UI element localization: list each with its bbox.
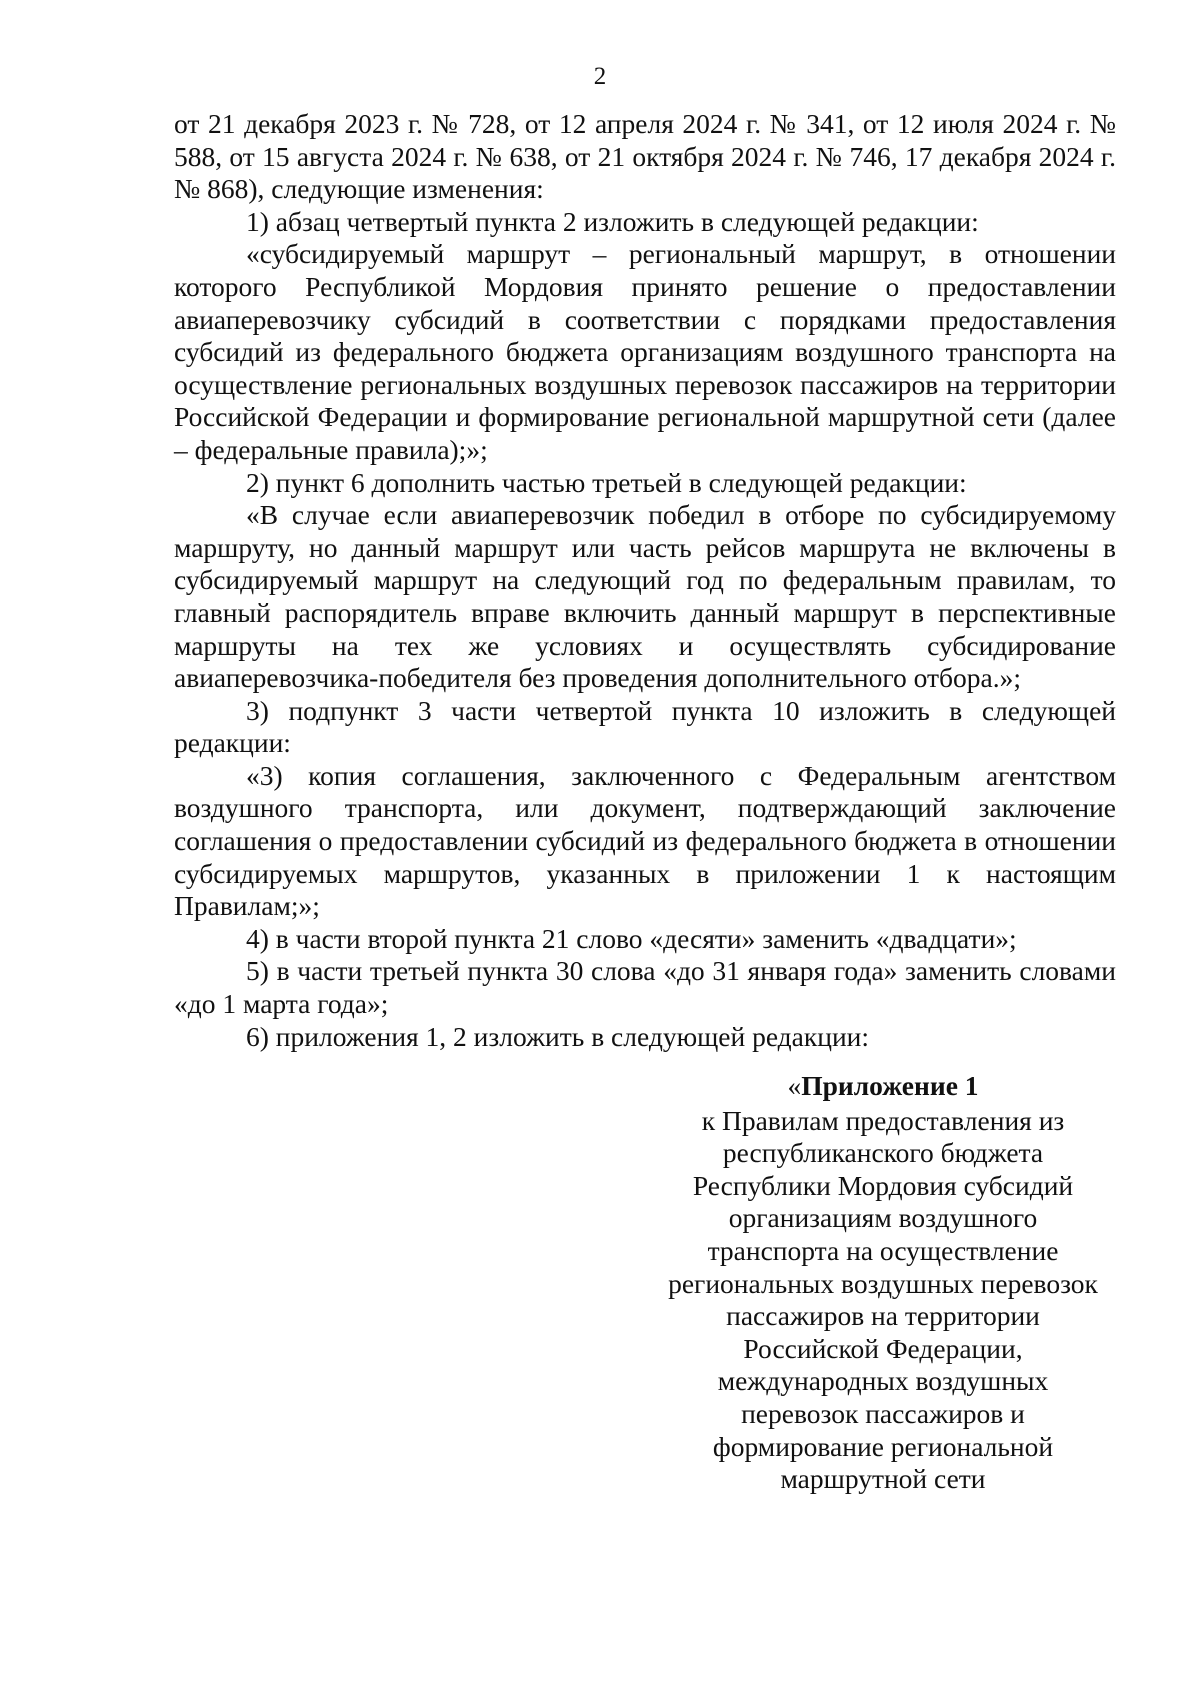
appendix-title-text: Приложение 1 <box>801 1070 979 1101</box>
appendix-caption: к Правилам предоставления из республиканского бюджета Республики Мордовия субсидий организациям воздушного транспорта на осуществление региональных воздушных перевозок пассажиров на территории Российской Федерации, международных воздушных перевозок пассажиров и формирование региональной маршрутной сети <box>668 1104 1098 1495</box>
paragraph-item-4: 4) в части второй пункта 21 слово «десяти» заменить «двадцати»; <box>246 922 1017 954</box>
document-body <box>174 108 1116 1053</box>
paragraph-item-6: 6) приложения 1, 2 изложить в следующей редакции: <box>246 1020 870 1052</box>
appendix-title <box>648 1070 1118 1103</box>
paragraph-item-1-quote: «субсидируемый маршрут – региональный маршрут, в отношении которого Республикой Мордовия принято решение о предоставлении авиаперевозчику субсидий в соответствии с порядками предоставления субсидий из федерального бюджета организациям воздушного транспорта на осуществление региональных воздушных перевозок пассажиров на территории Российской Федерации и формирование региональной маршрутной сети (далее – федеральные правила);»; <box>174 238 1116 465</box>
paragraph-intro: от 21 декабря 2023 г. № 728, от 12 апреля 2024 г. № 341, от 12 июля 2024 г. № 588, от 15 августа 2024 г. № 638, от 21 октября 2024 г. № 746, 17 декабря 2024 г. № 868), следующие изменения: <box>174 108 1116 205</box>
paragraph-item-1: 1) абзац четвертый пункта 2 изложить в следующей редакции: <box>246 205 979 237</box>
paragraph-item-5: 5) в части третьей пункта 30 слова «до 31 января года» заменить словами «до 1 марта года»; <box>174 955 1116 1020</box>
paragraph-item-3: 3) подпункт 3 части четвертой пункта 10 изложить в следующей редакции: <box>174 694 1116 759</box>
appendix-open-quote: « <box>787 1070 802 1101</box>
page-number: 2 <box>593 63 607 90</box>
appendix-heading-block <box>648 1070 1118 1496</box>
paragraph-item-2: 2) пункт 6 дополнить частью третьей в следующей редакции: <box>246 466 967 498</box>
paragraph-item-2-quote: «В случае если авиаперевозчик победил в отборе по субсидируемому маршруту, но данный маршрут или часть рейсов маршрута не включены в субсидируемый маршрут на следующий год по федеральным правилам, то главный распорядитель вправе включить данный маршрут в перспективные маршруты на тех же условиях и осуществлять субсидирование авиаперевозчика-победителя без проведения дополнительного отбора.»; <box>174 499 1116 694</box>
paragraph-item-3-quote: «3) копия соглашения, заключенного с Федеральным агентством воздушного транспорта, или документ, подтверждающий заключение соглашения о предоставлении субсидий из федерального бюджета в отношении субсидируемых маршрутов, указанных в приложении 1 к настоящим Правилам;»; <box>174 759 1116 922</box>
